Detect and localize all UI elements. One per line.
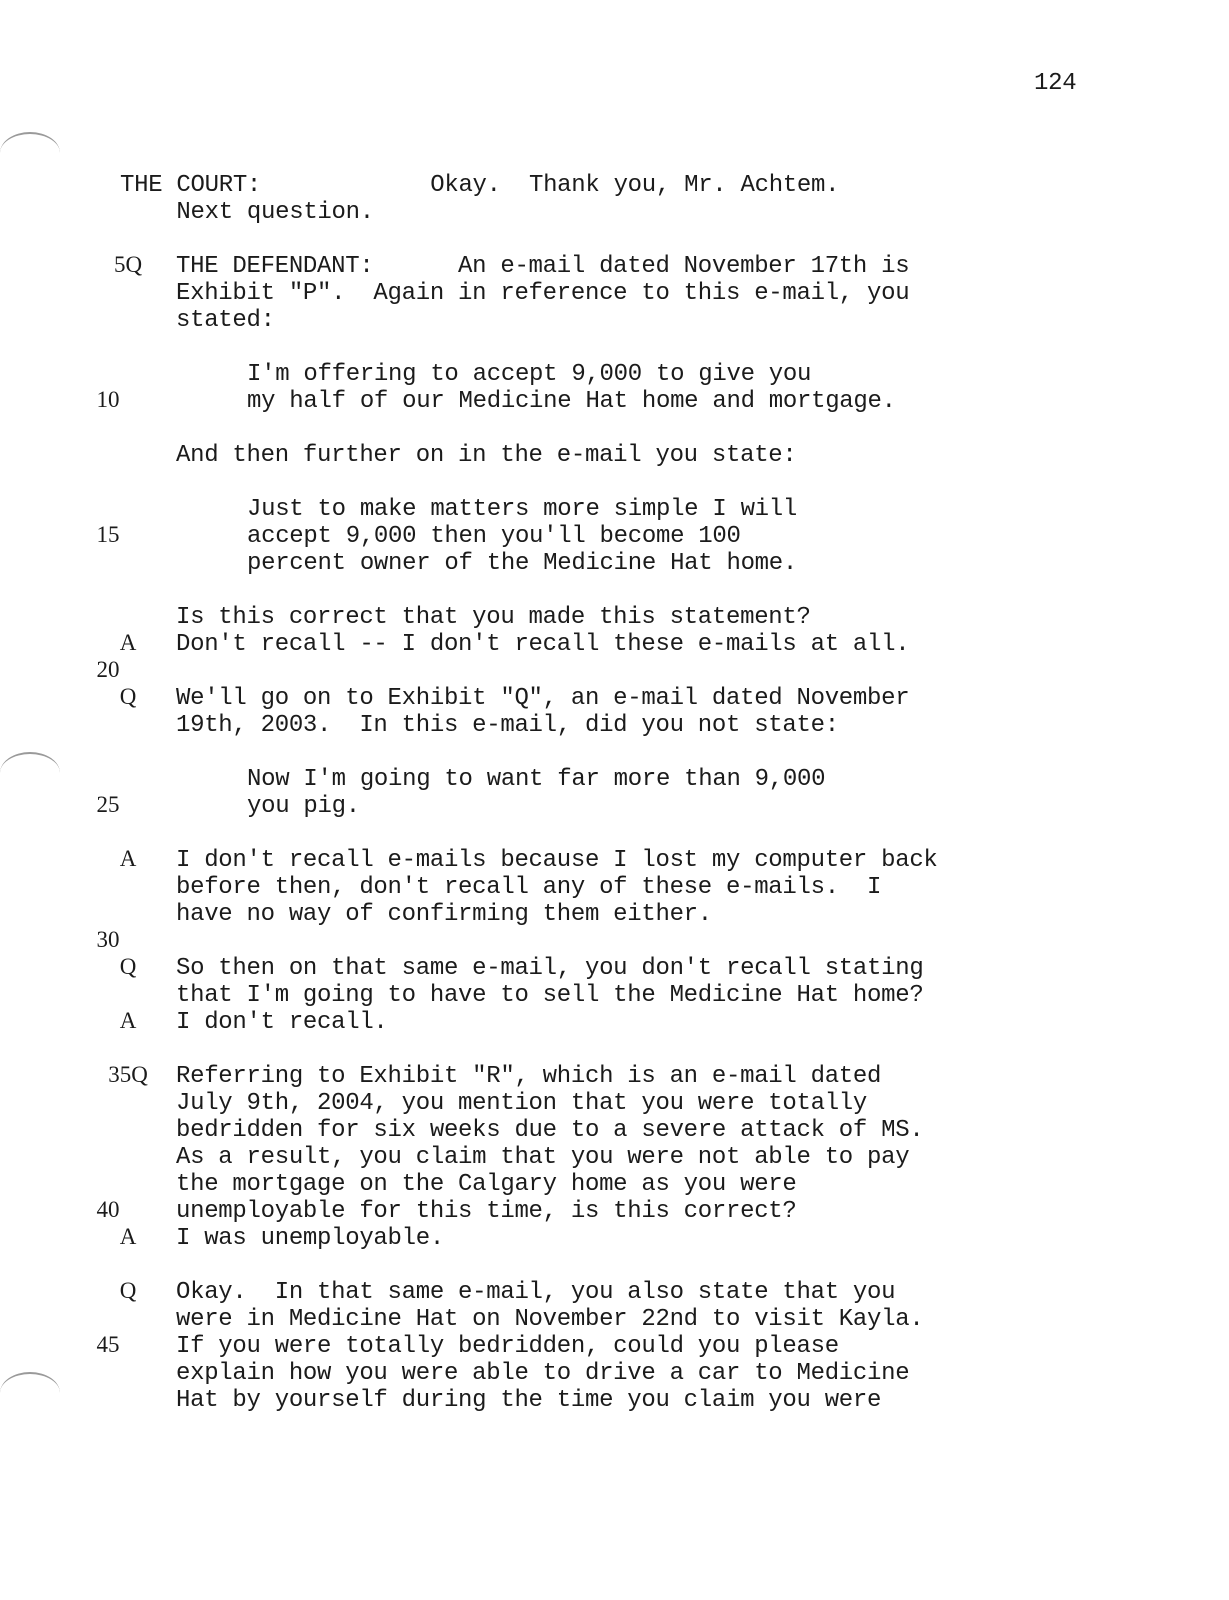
- answer-line: Don't recall -- I don't recall these e-mails at all.: [176, 631, 910, 658]
- question-line: stated:: [176, 307, 275, 334]
- question-line: Okay. In that same e-mail, you also state that you: [176, 1279, 896, 1306]
- question-line: unemployable for this time, is this correct?: [176, 1198, 797, 1225]
- answer-line: have no way of confirming them either.: [176, 901, 712, 928]
- answer-line: before then, don't recall any of these e-mails. I: [176, 874, 882, 901]
- court-line: Next question.: [120, 199, 374, 226]
- question-line: Is this correct that you made this statement?: [176, 604, 811, 631]
- quote-line: you pig.: [247, 793, 360, 820]
- margin-marker: A: [119, 630, 137, 655]
- line-number: 20: [96, 657, 120, 682]
- quote-line: accept 9,000 then you'll become 100: [247, 523, 741, 550]
- line-number: 40: [96, 1197, 120, 1222]
- margin-marker: A: [119, 1008, 137, 1033]
- line-number: 45: [96, 1332, 120, 1357]
- page-number: 124: [1034, 70, 1077, 97]
- line-number: 25: [96, 792, 120, 817]
- question-line: that I'm going to have to sell the Medicine Hat home?: [176, 982, 924, 1009]
- line-number: 15: [96, 522, 120, 547]
- question-line: bedridden for six weeks due to a severe attack of MS.: [176, 1117, 924, 1144]
- question-line: THE DEFENDANT: An e-mail dated November 17th is: [176, 253, 910, 280]
- margin-marker: A: [119, 1224, 137, 1249]
- margin-marker: A: [119, 846, 137, 871]
- quote-line: I'm offering to accept 9,000 to give you: [247, 361, 812, 388]
- answer-line: I was unemployable.: [176, 1225, 444, 1252]
- question-line: July 9th, 2004, you mention that you were totally: [176, 1090, 868, 1117]
- margin-marker: 5Q: [113, 252, 143, 277]
- quote-line: Now I'm going to want far more than 9,000: [247, 766, 826, 793]
- margin-marker: Q: [119, 1278, 137, 1303]
- question-line: 19th, 2003. In this e-mail, did you not state:: [176, 712, 839, 739]
- answer-line: I don't recall.: [176, 1009, 388, 1036]
- margin-marker: Q: [119, 954, 137, 979]
- quote-line: my half of our Medicine Hat home and mortgage.: [247, 388, 896, 415]
- question-line: were in Medicine Hat on November 22nd to visit Kayla.: [176, 1306, 924, 1333]
- question-line: Exhibit "P". Again in reference to this e-mail, you: [176, 280, 910, 307]
- question-line: So then on that same e-mail, you don't recall stating: [176, 955, 924, 982]
- margin-marker: 35Q: [108, 1062, 148, 1087]
- question-line: the mortgage on the Calgary home as you were: [176, 1171, 797, 1198]
- line-number: 10: [96, 387, 120, 412]
- question-line: If you were totally bedridden, could you please: [176, 1333, 839, 1360]
- margin-marker: Q: [119, 684, 137, 709]
- court-line: THE COURT: Okay. Thank you, Mr. Achtem.: [120, 172, 840, 199]
- answer-line: I don't recall e-mails because I lost my computer back: [176, 847, 938, 874]
- line-number: 30: [96, 927, 120, 952]
- question-line: Referring to Exhibit "R", which is an e-mail dated: [176, 1063, 882, 1090]
- question-line: Hat by yourself during the time you claim you were: [176, 1387, 882, 1414]
- question-line: As a result, you claim that you were not able to pay: [176, 1144, 910, 1171]
- quote-line: percent owner of the Medicine Hat home.: [247, 550, 797, 577]
- binder-hole-mark: [0, 752, 60, 794]
- question-line: And then further on in the e-mail you state:: [176, 442, 797, 469]
- binder-hole-mark: [0, 132, 60, 174]
- question-line: explain how you were able to drive a car to Medicine: [176, 1360, 910, 1387]
- question-line: We'll go on to Exhibit "Q", an e-mail dated November: [176, 685, 910, 712]
- binder-hole-mark: [0, 1372, 60, 1414]
- quote-line: Just to make matters more simple I will: [247, 496, 797, 523]
